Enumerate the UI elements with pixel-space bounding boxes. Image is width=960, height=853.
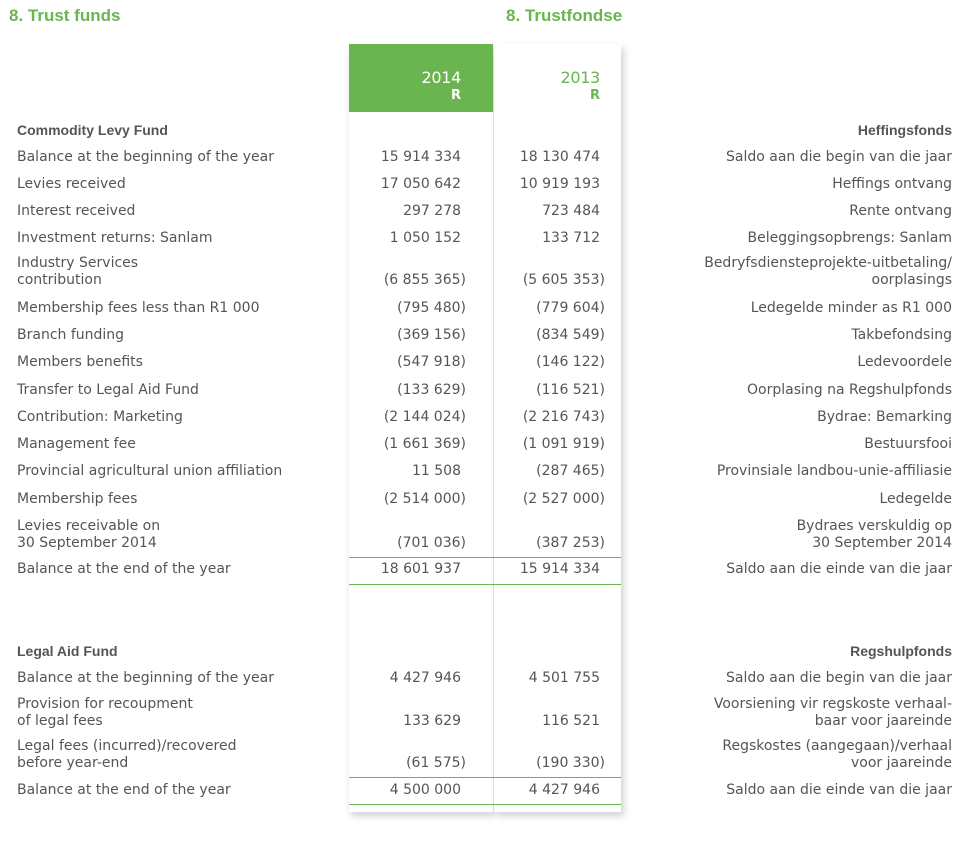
value-2013: (2 527 000)	[522, 491, 605, 507]
label-af: Rente ontvang	[849, 203, 952, 219]
label-af: Saldo aan die begin van die jaar	[725, 670, 952, 686]
section-title-en: Commodity Levy Fund	[17, 122, 168, 138]
column-header-2013	[494, 44, 621, 112]
label-en: Industry Services contribution	[17, 255, 139, 288]
value-2014: 297 278	[403, 203, 461, 219]
label-af: Saldo aan die einde van die jaar	[726, 561, 952, 577]
table-row	[0, 474, 960, 508]
heading-af: 8. Trustfondse	[506, 6, 623, 25]
table-row	[0, 765, 960, 799]
value-2014: 4 500 000	[389, 782, 461, 798]
value-2013: 116 521	[542, 713, 600, 729]
column-year-2013: 2013	[560, 68, 600, 87]
total-rule-bottom	[349, 804, 621, 805]
label-en: Levies receivable on 30 September 2014	[17, 518, 161, 551]
column-currency-2014: R	[450, 88, 461, 103]
section-title-af: Heffingsfonds	[857, 122, 952, 138]
label-af: Regskostes (aangegaan)/verhaal voor jaareinde	[722, 738, 952, 771]
label-en: Members benefits	[17, 354, 143, 370]
value-2014: 133 629	[403, 713, 461, 729]
label-af: Saldo aan die einde van die jaar	[726, 782, 952, 798]
value-2013: (1 091 919)	[522, 436, 605, 452]
table-row	[0, 544, 960, 578]
label-af: Bedryfsdiensteprojekte-uitbetaling/ oorplasings	[704, 255, 952, 288]
value-2013: (5 605 353)	[522, 272, 605, 288]
label-af: Voorsiening vir regskoste verhaal- baar voor jaareinde	[713, 696, 952, 729]
section-title-en: Legal Aid Fund	[17, 643, 118, 659]
label-af: Takbefondsing	[851, 327, 952, 343]
value-2013: (779 604)	[536, 300, 605, 316]
label-en: Branch funding	[17, 327, 125, 343]
value-2014: (133 629)	[397, 382, 466, 398]
label-af: Ledevoordele	[857, 354, 952, 370]
label-en: Membership fees	[17, 491, 138, 507]
value-2014: (701 036)	[397, 535, 466, 551]
value-2014: 11 508	[412, 463, 461, 479]
label-af: Saldo aan die begin van die jaar	[725, 149, 952, 165]
label-en: Interest received	[17, 203, 136, 219]
label-en: Legal fees (incurred)/recovered before year-end	[17, 738, 237, 771]
label-af: Bydrae: Bemarking	[817, 409, 952, 425]
label-en: Membership fees less than R1 000	[17, 300, 260, 316]
value-2013: (190 330)	[536, 755, 605, 771]
value-2013: 15 914 334	[519, 561, 600, 577]
value-2014: 4 427 946	[389, 670, 461, 686]
value-2013: 18 130 474	[519, 149, 600, 165]
label-en: Provincial agricultural union affiliation	[17, 463, 283, 479]
label-en: Provision for recoupment of legal fees	[17, 696, 193, 729]
total-rule-top	[349, 777, 621, 778]
label-en: Investment returns: Sanlam	[17, 230, 213, 246]
value-2014: (2 514 000)	[383, 491, 466, 507]
value-2014: (1 661 369)	[383, 436, 466, 452]
value-2013: (834 549)	[536, 327, 605, 343]
total-rule-bottom	[349, 584, 621, 585]
table-row	[0, 213, 960, 247]
value-2014: (795 480)	[397, 300, 466, 316]
value-2013: (2 216 743)	[522, 409, 605, 425]
label-af: Bydraes verskuldig op 30 September 2014	[796, 518, 952, 551]
value-2013: 723 484	[542, 203, 600, 219]
table-row	[0, 653, 960, 687]
label-af: Oorplasing na Regshulpfonds	[747, 382, 952, 398]
label-en: Contribution: Marketing	[17, 409, 183, 425]
label-af: Ledegelde minder as R1 000	[750, 300, 952, 316]
value-2013: (116 521)	[536, 382, 605, 398]
total-rule-top	[349, 557, 621, 558]
column-currency-2013: R	[589, 88, 600, 103]
label-en: Transfer to Legal Aid Fund	[17, 382, 199, 398]
label-en: Balance at the beginning of the year	[17, 670, 274, 686]
value-2013: (146 122)	[536, 354, 605, 370]
value-2014: (547 918)	[397, 354, 466, 370]
label-en: Levies received	[17, 176, 126, 192]
value-2014: 18 601 937	[380, 561, 461, 577]
heading-en: 8. Trust funds	[9, 6, 121, 25]
label-af: Heffings ontvang	[832, 176, 952, 192]
label-af: Beleggingsopbrengs: Sanlam	[747, 230, 952, 246]
value-2013: (287 465)	[536, 463, 605, 479]
value-2013: 133 712	[542, 230, 600, 246]
column-header-2014	[349, 44, 493, 112]
value-2014: 15 914 334	[380, 149, 461, 165]
value-2014: 1 050 152	[389, 230, 461, 246]
value-2013: (387 253)	[536, 535, 605, 551]
table-row	[0, 696, 960, 730]
value-2013: 4 427 946	[528, 782, 600, 798]
label-en: Balance at the end of the year	[17, 782, 231, 798]
value-2013: 4 501 755	[528, 670, 600, 686]
label-af: Provinsiale landbou-unie-affiliasie	[716, 463, 952, 479]
value-2014: (6 855 365)	[383, 272, 466, 288]
label-en: Balance at the end of the year	[17, 561, 231, 577]
value-2013: 10 919 193	[519, 176, 600, 192]
label-af: Ledegelde	[879, 491, 952, 507]
label-af: Bestuursfooi	[864, 436, 952, 452]
value-2014: 17 050 642	[380, 176, 461, 192]
label-en: Balance at the beginning of the year	[17, 149, 274, 165]
column-year-2014: 2014	[421, 68, 461, 87]
value-2014: (369 156)	[397, 327, 466, 343]
value-2014: (2 144 024)	[383, 409, 466, 425]
label-en: Management fee	[17, 436, 136, 452]
section-title-af: Regshulpfonds	[850, 643, 952, 659]
value-2014: (61 575)	[406, 755, 466, 771]
